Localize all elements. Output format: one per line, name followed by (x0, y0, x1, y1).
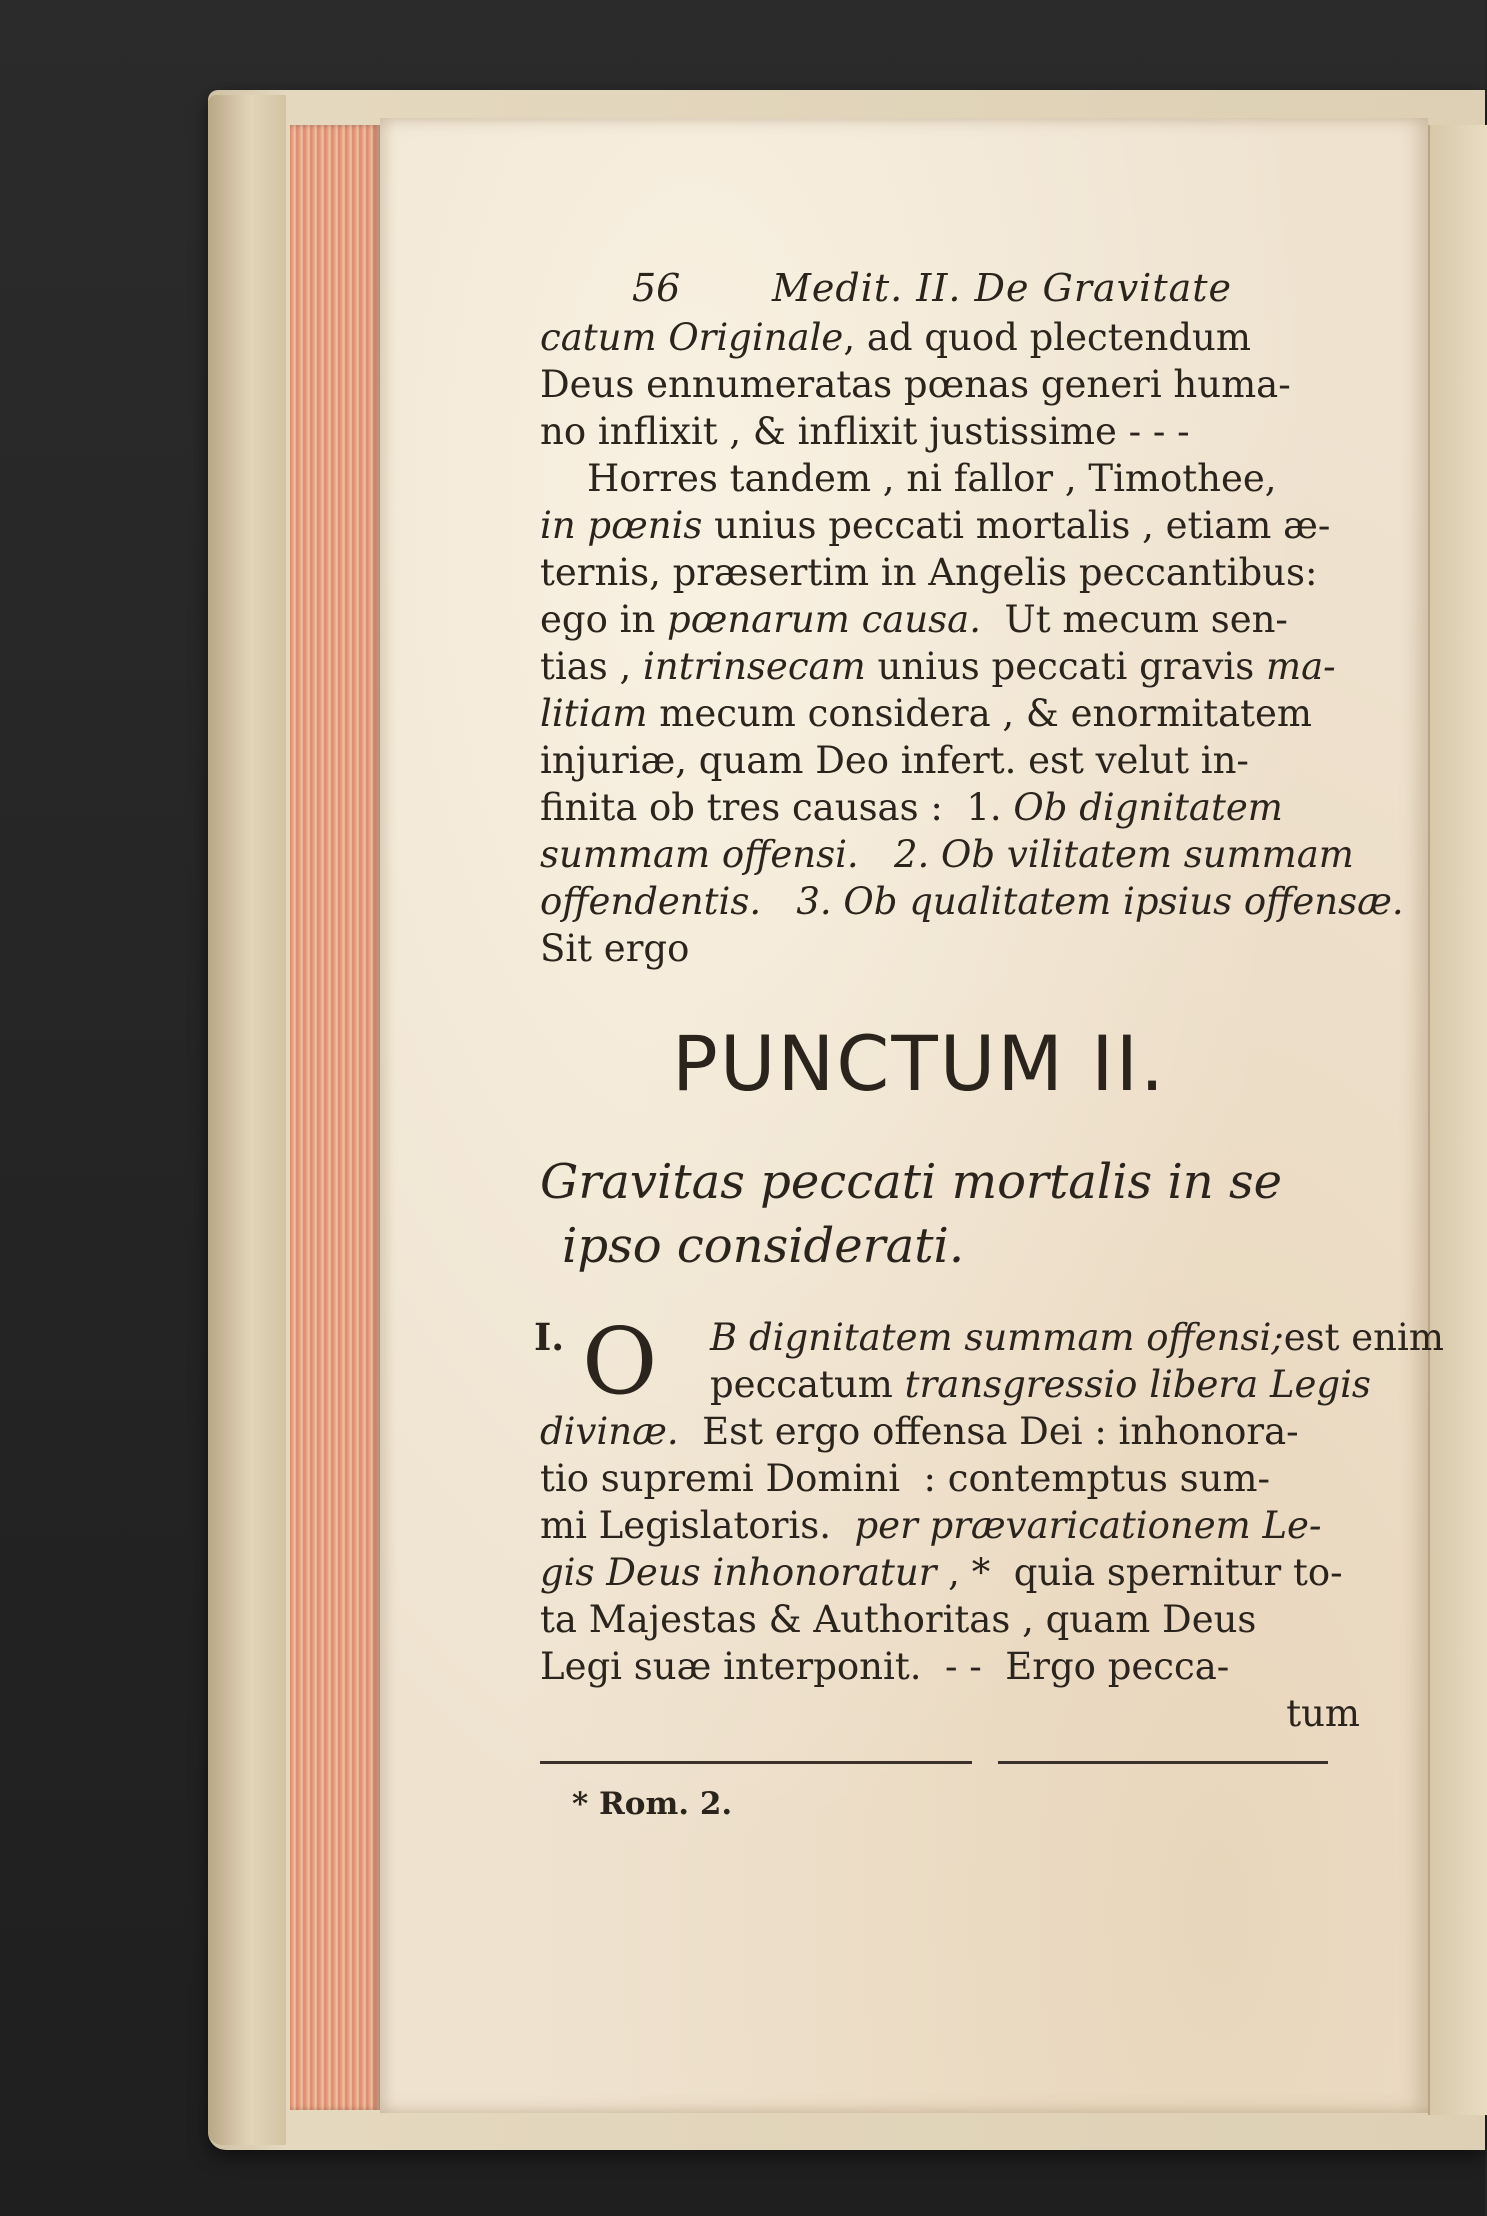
block1-line (540, 314, 1360, 361)
paragraph-lines (540, 1308, 1444, 1690)
block1-line (540, 831, 1360, 878)
text-segment: ego in (540, 598, 668, 641)
text-segment: ma- (1266, 645, 1336, 688)
text-segment: unius peccati mortalis , etiam æ- (702, 504, 1331, 547)
text-segment: est enim (1283, 1316, 1444, 1359)
text-segment: summam offensi. 2. Ob vilitatem summam (540, 833, 1354, 876)
text-segment: mecum considera , & enormitatem (647, 692, 1312, 735)
block1-line (540, 690, 1360, 737)
text-segment: B dignitatem summam offensi; (710, 1316, 1284, 1359)
text-segment: , ad quod plectendum (843, 316, 1251, 359)
text-segment: per prævaricationem Le- (854, 1504, 1322, 1547)
text-segment: Legi suæ interponit. - - Ergo pecca- (540, 1645, 1230, 1688)
block1-line (540, 502, 1360, 549)
text-segment: litiam (540, 692, 648, 735)
para-line (540, 1314, 1444, 1361)
running-head-title: Medit. II. De Gravitate (772, 266, 1232, 310)
text-segment: offendentis. 3. Ob qualitatem ipsius offensæ. (540, 880, 1404, 923)
cover-right-edge (1428, 125, 1487, 2115)
block1-line (540, 784, 1360, 831)
text-segment: Ut mecum sen- (981, 598, 1288, 641)
para-line (540, 1455, 1360, 1502)
text-segment: tio supremi Domini : contemptus sum- (540, 1457, 1270, 1500)
catchword: tum (1286, 1692, 1360, 1735)
block1-line (540, 361, 1360, 408)
block1-line (540, 408, 1360, 455)
footnote: * Rom. 2. (572, 1786, 733, 1822)
text-segment: intrinsecam (643, 645, 866, 688)
block1-line (540, 455, 1360, 502)
text-segment: peccatum (710, 1363, 905, 1406)
block1-line (540, 643, 1360, 690)
para-line (540, 1361, 1371, 1408)
para-line (540, 1502, 1360, 1549)
text-segment: catum Originale (540, 316, 844, 359)
section-heading-line-2: ipso considerati. (562, 1218, 965, 1274)
rule-segment-right (998, 1761, 1328, 1764)
text-segment: ternis, præsertim in Angelis peccantibus: (540, 551, 1318, 594)
page-edges-red (290, 125, 380, 2110)
text-segment: finita ob tres causas : 1. (540, 786, 1014, 829)
text-segment: transgressio libera Legis (904, 1363, 1371, 1406)
punctum-heading: PUNCTUM II. (672, 1019, 1167, 1108)
text-segment: mi Legislatoris. (540, 1504, 855, 1547)
text-segment: no inflixit , & inflixit justissime - - - (540, 410, 1190, 453)
text-segment: Horres tandem , ni fallor , Timothee, (540, 457, 1277, 500)
text-block-1 (540, 314, 1404, 972)
running-head (540, 262, 1360, 314)
text-segment: ta Majestas & Authoritas , quam Deus (540, 1598, 1257, 1641)
para-line (540, 1596, 1360, 1643)
section-heading-line-1: Gravitas peccati mortalis in se (540, 1154, 1283, 1210)
para-line (540, 1643, 1360, 1690)
section-heading (540, 1150, 1360, 1278)
text-segment: unius peccati gravis (865, 645, 1266, 688)
para-line (540, 1408, 1360, 1455)
block1-line (540, 878, 1404, 925)
cover-spine (208, 95, 286, 2145)
text-segment: injuriæ, quam Deo infert. est velut in- (540, 739, 1249, 782)
para-line (540, 1549, 1360, 1596)
block1-line (540, 925, 1360, 972)
text-segment: , * quia spernitur to- (936, 1551, 1343, 1594)
paragraph-number: I. (534, 1315, 565, 1359)
text-segment: in pœnis (540, 504, 703, 547)
page-number: 56 (632, 266, 681, 310)
block1-line (540, 737, 1360, 784)
text-segment: Ob dignitatem (1013, 786, 1283, 829)
footnote-rule (540, 1759, 1360, 1765)
text-segment: Deus ennumeratas pœnas generi huma- (540, 363, 1291, 406)
block1-line (540, 596, 1360, 643)
text-segment: pœnarum causa. (667, 598, 981, 641)
text-segment: Est ergo offensa Dei : inhonora- (678, 1410, 1299, 1453)
first-paragraph (534, 1308, 1444, 1737)
rule-segment-left (540, 1761, 972, 1764)
text-segment: divinæ. (540, 1410, 679, 1453)
drop-cap: O (582, 1308, 658, 1415)
text-segment: tias , (540, 645, 644, 688)
page-text (534, 262, 1444, 1825)
text-segment: gis Deus inhonoratur (540, 1551, 937, 1594)
text-segment: Sit ergo (540, 927, 690, 970)
block1-line (540, 549, 1360, 596)
